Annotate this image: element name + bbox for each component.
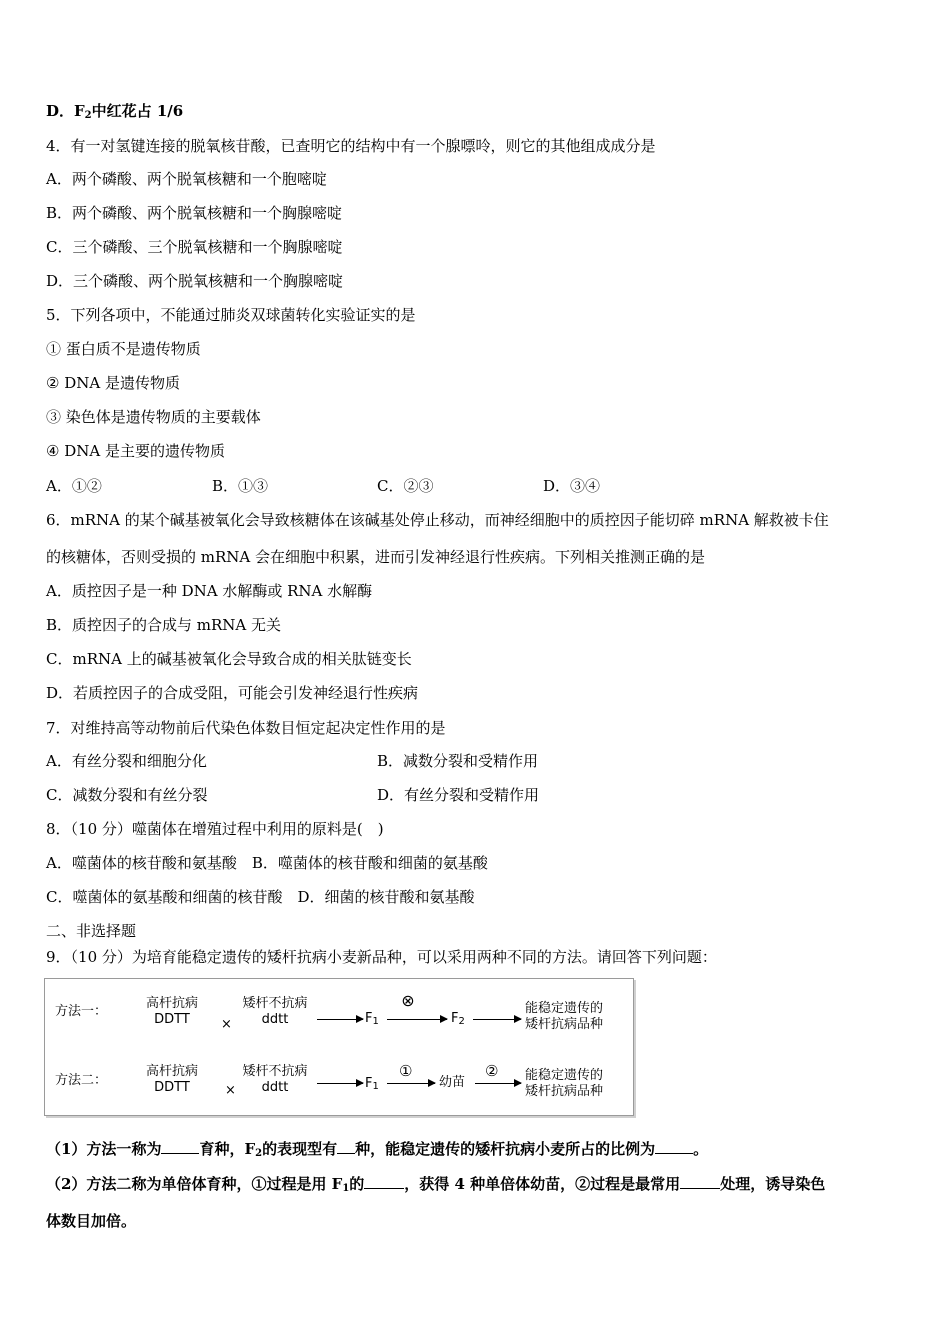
q5-option-d: D．③④ (543, 477, 601, 495)
q3-option-d: D．$F_2$中红花占 1/6 (46, 102, 184, 121)
q9-part1: （1）方法一称为 育种，$F_2$的表现型有 种，能稳定遗传的矮杆抗病小麦所占的比例为 。 (46, 1140, 709, 1159)
method2-label: 方法二： (55, 1073, 108, 1088)
q5-item-1: ① 蛋白质不是遗传物质 (46, 340, 201, 358)
step2-marker: ② (485, 1062, 499, 1080)
q7-option-b: B．减数分裂和受精作用 (377, 752, 539, 770)
q8-stem: 8．（10 分）噬菌体在增殖过程中利用的原料是( ) (46, 820, 384, 838)
method1-f1: $F_1$ (365, 1011, 379, 1027)
q5-option-a: A．①② (46, 477, 102, 495)
q5-item-4: ④ DNA 是主要的遗传物质 (46, 442, 225, 460)
method2-cross-icon: × (225, 1083, 236, 1098)
method2-f1: $F_1$ (365, 1076, 379, 1092)
q5-item-3: ③ 染色体是遗传物质的主要载体 (46, 408, 261, 426)
method1-label: 方法一： (55, 1004, 108, 1019)
q6-option-c: C．mRNA 上的碱基被氧化会导致合成的相关肽链变长 (46, 650, 412, 668)
method2-arrow-1 (317, 1083, 363, 1084)
method1-arrow-2 (387, 1019, 447, 1020)
q4-option-b: B．两个磷酸、两个脱氧核糖和一个胸腺嘧啶 (46, 204, 343, 222)
method1-arrow-3 (473, 1019, 521, 1020)
q5-option-c: C．②③ (377, 477, 434, 495)
q7-option-a: A．有丝分裂和细胞分化 (46, 752, 207, 770)
method2-arrow-2 (387, 1083, 435, 1084)
method2-arrow-3 (475, 1083, 521, 1084)
q7-stem: 7．对维持高等动物前后代染色体数目恒定起决定性作用的是 (46, 719, 446, 737)
method1-parent2: 矮杆不抗病 ddtt (242, 996, 308, 1027)
q5-item-2: ② DNA 是遗传物质 (46, 374, 180, 392)
answer-blank[interactable] (655, 1153, 693, 1154)
q9-part2: （2）方法二称为单倍体育种，①过程是用 $F_1$的 ，获得 4 种单倍体幼苗，②过程是最常用 处理，诱导染色 (46, 1175, 826, 1194)
q4-option-c: C．三个磷酸、三个脱氧核糖和一个胸腺嘧啶 (46, 238, 343, 256)
q6-option-b: B．质控因子的合成与 mRNA 无关 (46, 616, 282, 634)
selfing-icon: ⊗ (401, 991, 415, 1010)
q9-stem: 9．（10 分）为培育能稳定遗传的矮杆抗病小麦新品种，可以采用两种不同的方法。请回答下列问题： (46, 948, 717, 966)
answer-blank[interactable] (161, 1153, 199, 1154)
q8-options-ab: A．噬菌体的核苷酸和氨基酸 B．噬菌体的核苷酸和细菌的氨基酸 (46, 854, 488, 872)
method1-arrow-1 (317, 1019, 363, 1020)
method1-cross-icon: × (221, 1017, 232, 1032)
method1-parent1: 高杆抗病 DDTT (145, 996, 198, 1027)
q7-option-d: D．有丝分裂和受精作用 (377, 786, 540, 804)
q8-options-cd: C．噬菌体的氨基酸和细菌的核苷酸 D．细菌的核苷酸和氨基酸 (46, 888, 475, 906)
q4-stem: 4．有一对氢键连接的脱氧核苷酸，已查明它的结构中有一个腺嘌呤，则它的其他组成成分是 (46, 137, 656, 155)
q7-option-c: C．减数分裂和有丝分裂 (46, 786, 208, 804)
q6-stem-line1: 6．mRNA 的某个碱基被氧化会导致核糖体在该碱基处停止移动，而神经细胞中的质控因子能切碎 mRNA 解救被卡住 (46, 511, 829, 529)
q5-stem: 5．下列各项中，不能通过肺炎双球菌转化实验证实的是 (46, 306, 416, 324)
q6-stem-line2: 的核糖体，否则受损的 mRNA 会在细胞中积累，进而引发神经退行性疾病。下列相关推测正确的是 (46, 548, 706, 566)
method2-seedling: 幼苗 (439, 1075, 466, 1090)
step1-marker: ① (399, 1062, 413, 1080)
q4-option-a: A．两个磷酸、两个脱氧核糖和一个胞嘧啶 (46, 170, 327, 188)
method1-f2: $F_2$ (451, 1011, 465, 1027)
q9-part2-line2: 体数目加倍。 (46, 1212, 137, 1230)
answer-blank[interactable] (364, 1188, 404, 1189)
section-heading: 二、非选择题 (46, 922, 137, 940)
method2-parent1: 高杆抗病 DDTT (145, 1064, 198, 1095)
q4-option-d: D．三个磷酸、两个脱氧核糖和一个胸腺嘧啶 (46, 272, 344, 290)
answer-blank[interactable] (337, 1153, 355, 1154)
method1-result: 能稳定遗传的 矮杆抗病品种 (525, 1001, 604, 1032)
q5-option-b: B．①③ (212, 477, 269, 495)
q6-option-a: A．质控因子是一种 DNA 水解酶或 RNA 水解酶 (46, 582, 373, 600)
answer-blank[interactable] (680, 1188, 720, 1189)
breeding-methods-diagram (44, 978, 634, 1116)
method2-result: 能稳定遗传的 矮杆抗病品种 (525, 1068, 604, 1099)
q6-option-d: D．若质控因子的合成受阻，可能会引发神经退行性疾病 (46, 684, 419, 702)
method2-parent2: 矮杆不抗病 ddtt (242, 1064, 308, 1095)
